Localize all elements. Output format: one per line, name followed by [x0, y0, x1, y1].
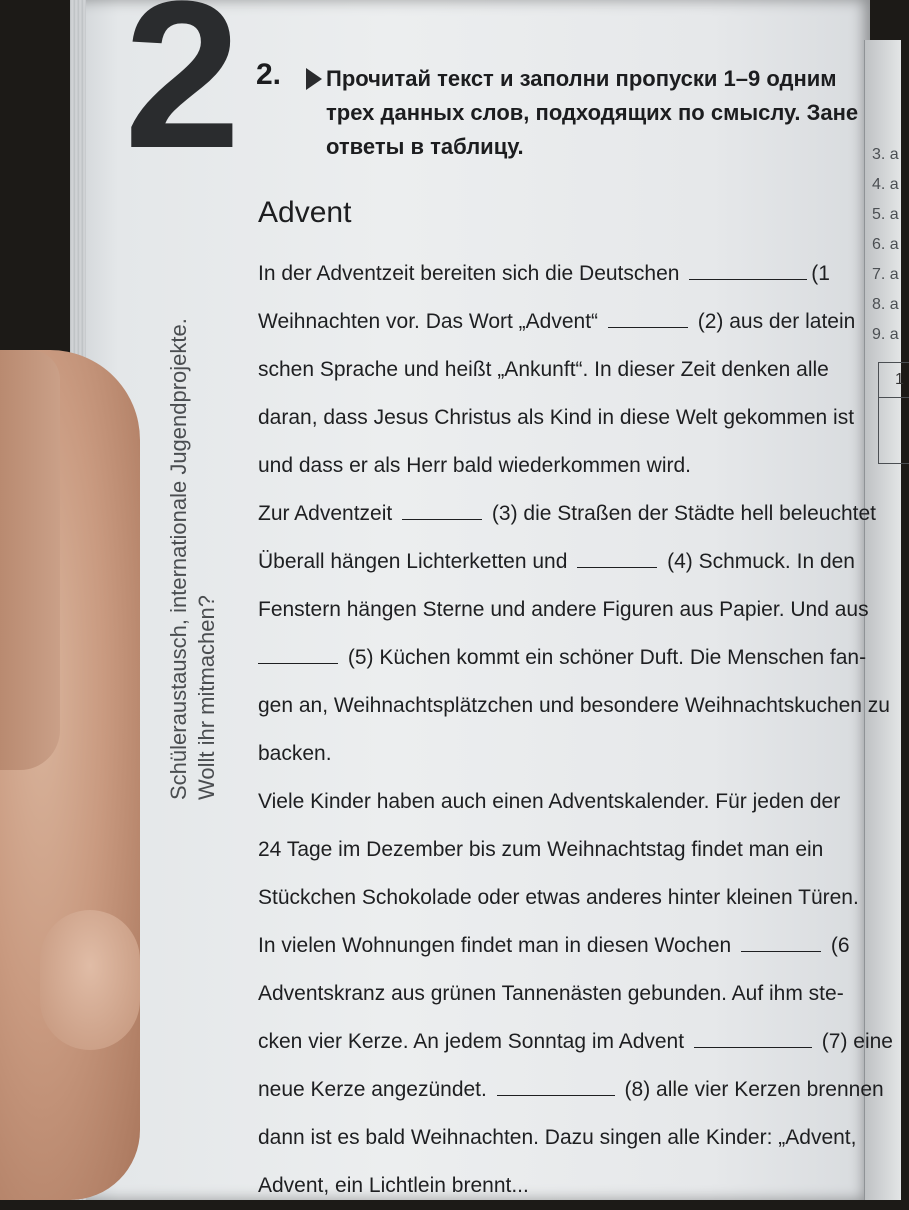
- text-line: Fenstern hängen Sterne und andere Figuren aus Papier. Und aus: [258, 598, 869, 621]
- text-line: 24 Tage im Dezember bis zum Weihnachtstag findet man ein: [258, 838, 824, 861]
- text-line: Advent, ein Lichtlein brennt...: [258, 1174, 529, 1197]
- list-item: 7. a: [872, 266, 899, 283]
- list-item: 5. a: [872, 206, 899, 223]
- blank-5: [258, 641, 338, 664]
- list-item: 3. a: [872, 146, 899, 163]
- text-line: In der Adventzeit bereiten sich die Deutschen (1: [258, 250, 878, 298]
- blank-4: [577, 545, 657, 568]
- text-line: neue Kerze angezündet. (8) alle vier Kerzen brennen: [258, 1066, 878, 1114]
- text-line: Stückchen Schokolade oder etwas anderes hinter kleinen Türen.: [258, 886, 859, 909]
- chapter-number: 2: [124, 0, 241, 192]
- text-line: gen an, Weihnachtsplätzchen und besondere Weihnachtskuchen zu: [258, 694, 890, 717]
- text-line: dann ist es bald Weihnachten. Dazu singen alle Kinder: „Advent,: [258, 1126, 857, 1149]
- blank-2: [608, 305, 688, 328]
- list-item: 4. a: [872, 176, 899, 193]
- blank-8: [497, 1073, 615, 1096]
- exercise-number: 2.: [256, 58, 282, 91]
- text-line: schen Sprache und heißt „Ankunft“. In dieser Zeit denken alle: [258, 358, 829, 381]
- play-arrow-icon: [306, 68, 322, 90]
- text-line: Zur Adventzeit (3) die Straßen der Städte hell beleuchtet: [258, 490, 878, 538]
- table-cell: 1: [895, 371, 904, 388]
- blank-7: [694, 1025, 812, 1048]
- text-line: cken vier Kerze. An jedem Sonntag im Advent (7) eine: [258, 1018, 878, 1066]
- answer-table-fragment: [878, 362, 909, 464]
- hand-palm: [0, 350, 60, 770]
- chapter-title-vertical: [165, 140, 221, 800]
- list-item: 9. a: [872, 326, 899, 343]
- text-title: Advent: [258, 196, 352, 229]
- text-line: Weihnachten vor. Das Wort „Advent“ (2) aus der latein: [258, 298, 878, 346]
- thumb: [40, 910, 140, 1050]
- chapter-title-line: Wollt ihr mitmachen?: [194, 595, 219, 800]
- text-line: Überall hängen Lichterketten und (4) Schmuck. In den: [258, 538, 878, 586]
- text-line: backen.: [258, 742, 332, 765]
- text-line: In vielen Wohnungen findet man in diesen Wochen (6: [258, 922, 878, 970]
- blank-1: [689, 257, 807, 280]
- text-line: daran, dass Jesus Christus als Kind in diese Welt gekommen ist: [258, 406, 855, 429]
- list-item: 8. a: [872, 296, 899, 313]
- text-line: (5) Küchen kommt ein schöner Duft. Die Menschen fan-: [258, 634, 878, 682]
- blank-6: [741, 929, 821, 952]
- text-line: Viele Kinder haben auch einen Adventskalender. Für jeden der: [258, 790, 841, 813]
- blank-3: [402, 497, 482, 520]
- list-item: 6. a: [872, 236, 899, 253]
- text-line: und dass er als Herr bald wiederkommen wird.: [258, 454, 692, 477]
- hand: [0, 350, 140, 1200]
- text-line: Adventskranz aus grünen Tannenästen gebunden. Auf ihm ste-: [258, 982, 844, 1005]
- exercise-task: Прочитай текст и заполни пропуски 1–9 одним трех данных слов, подходящих по смыслу. Зане ответы в таблицу.: [326, 66, 859, 159]
- chapter-title-line: Schüleraustausch, internationale Jugendprojekte.: [166, 318, 191, 800]
